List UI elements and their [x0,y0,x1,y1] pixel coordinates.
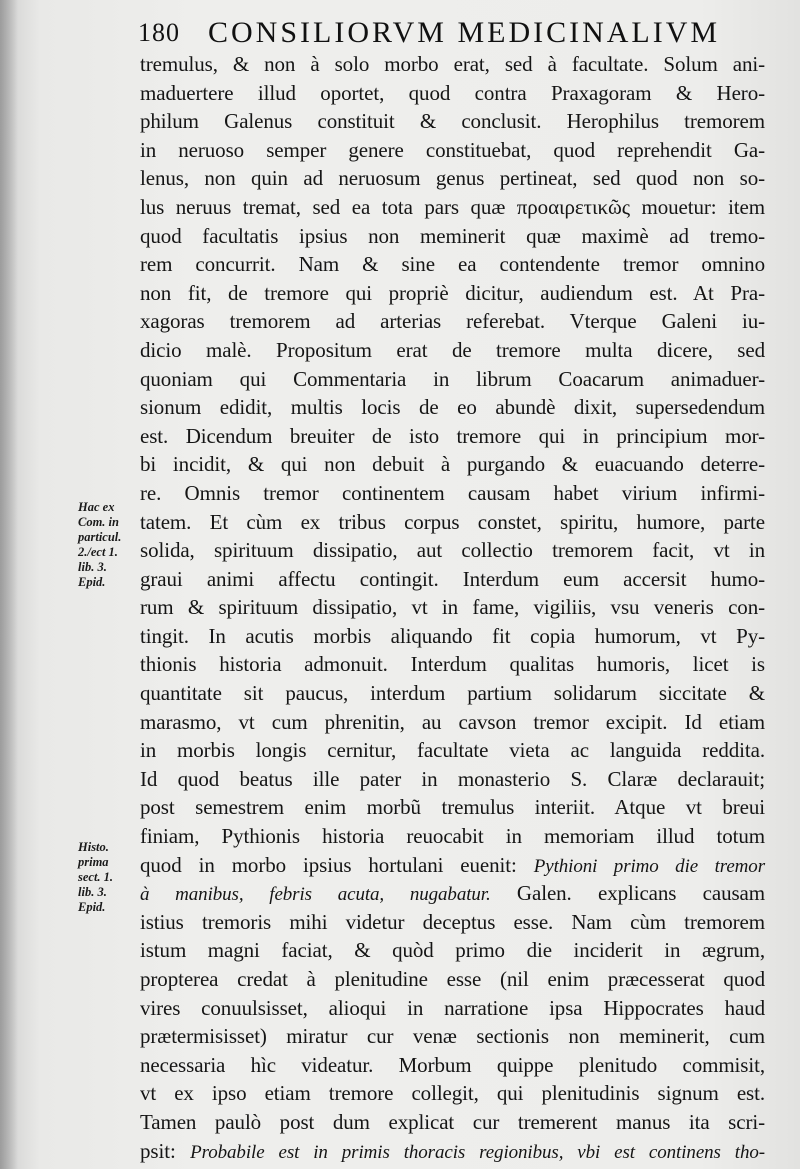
italic-quotation: à manibus, febris acuta, nugabatur. [140,884,491,906]
text-line [140,365,765,394]
text-run: Tamen paulò post dum explicat cur tremerent manus ita scri- [140,1109,765,1134]
text-line [140,1137,765,1166]
text-run: in morbis longis cernitur, facultate vieta ac languida reddita. [140,738,765,763]
marginal-note-line: particul. [78,530,122,544]
page-number: 180 [138,18,180,47]
marginal-note-line: Hac ex [78,500,115,514]
text-run: tingit. In acutis morbis aliquando fit copia humorum, vt Py- [140,623,765,648]
text-run: non fit, de tremore qui propriè dicitur, audiendum est. At Pra- [140,280,765,305]
text-run: vires conuulsisset, alioqui in narratione ipsa Hippocrates haud [140,995,765,1020]
marginal-note-line: lib. 3. [78,560,107,574]
text-run: tatem. Et cùm ex tribus corpus constet, spiritu, humore, parte [140,509,765,534]
text-line [140,965,765,994]
text-line [140,193,765,222]
marginal-note-2 [78,840,148,915]
text-run: solida, spirituum dissipatio, aut collectio tremorem facit, vt in [140,538,765,563]
text-line [140,765,765,794]
text-line [140,736,765,765]
text-run: re. Omnis tremor continentem causam habet virium infirmi- [140,480,765,505]
text-run: bi incidit, & qui non debuit à purgando & euacuando deterre- [140,452,765,477]
text-run: graui animi affectu contingit. Interdum eum accersit humo- [140,566,765,591]
text-run: lus neruus tremat, sed ea tota pars quæ προαιρετικῶς mouetur: item [140,194,765,219]
text-run: Id quod beatus ille pater in monasterio S. Claræ declarauit; [140,766,765,791]
page-header [138,14,778,54]
text-run: propterea credat à plenitudine esse (nil enim præcesserat quod [140,967,765,991]
text-line [140,422,765,451]
marginal-note-line: 2./ect 1. [78,545,118,559]
text-run: dicio malè. Propositum erat de tremore multa dicere, sed [140,337,765,362]
text-line [140,536,765,565]
text-line [140,250,765,279]
italic-quotation: Probabile est in primis thoracis regionibus, vbi est continens tho- [190,1141,766,1163]
text-run: philum Galenus constituit & conclusit. Herophilus tremorem [140,109,765,134]
text-run: istum magni faciat, & quòd primo die inciderit in ægrum, [140,938,765,963]
text-run: lenus, non quin ad neruosum genus pertineat, sed quod non so- [140,166,765,191]
text-line [140,107,765,136]
text-run: sionum edidit, multis locis de eo abundè dixit, supersedendum [140,395,765,420]
text-run: prætermisisset) miratur cur venæ sectionis non meminerit, cum [140,1024,765,1049]
text-line [140,879,765,908]
text-run: maduertere illud oportet, quod contra Praxagoram & Hero- [140,80,765,105]
text-line [140,164,765,193]
text-line [140,793,765,822]
text-run: est. Dicendum breuiter de isto tremore qui in principium mor- [140,423,765,448]
text-run: marasmo, vt cum phrenitin, au cavson tremor excipit. Id etiam [140,709,765,734]
text-line [140,336,765,365]
text-run: rum & spirituum dissipatio, vt in fame, vigiliis, vsu veneris con- [140,595,765,620]
gutter-shadow [0,0,18,1169]
text-run: post semestrem enim morbũ tremulus interiit. Atque vt breui [140,795,765,820]
marginal-note-line: sect. 1. [78,870,114,884]
text-line [140,79,765,108]
text-line [140,936,765,965]
running-title: CONSILIORVM MEDICINALIVM [208,16,721,49]
marginal-note-1 [78,500,148,590]
text-run: finiam, Pythionis historia reuocabit in memoriam illud totum [140,824,765,849]
text-line [140,136,765,165]
italic-quotation: Pythioni primo die tremor [533,855,765,877]
text-line [140,508,765,537]
text-line [140,994,765,1023]
marginal-note-line: Histo. [78,840,109,854]
text-line [140,822,765,851]
text-line [140,708,765,737]
text-line [140,679,765,708]
text-run: rem concurrit. Nam & sine ea contendente tremor omnino [140,252,765,277]
text-run: quantitate sit paucus, interdum partium solidarum siccitate & [140,681,765,706]
text-line [140,908,765,937]
text-line [140,1108,765,1137]
text-line [140,1022,765,1051]
text-line [140,479,765,508]
text-run: quod in morbo ipsius hortulani euenit: [140,852,534,877]
text-line [140,279,765,308]
text-run: istius tremoris mihi videtur deceptus esse. Nam cùm tremorem [140,909,765,934]
text-run: vt ex ipso etiam tremore collegit, qui plenitudinis signum est. [140,1081,765,1106]
marginal-note-line: Epid. [78,900,106,914]
marginal-note-line: Epid. [78,575,106,589]
text-run: xagoras tremorem ad arterias referebat. Vterque Galeni iu- [140,309,765,334]
text-line [140,222,765,251]
text-line [140,622,765,651]
text-line [140,307,765,336]
text-line [140,593,765,622]
text-line [140,565,765,594]
text-line [140,851,765,880]
text-run: necessaria hìc videatur. Morbum quippe plenitudo commisit, [140,1052,765,1077]
text-line [140,450,765,479]
body-text [140,50,765,1165]
text-run: tremulus, & non à solo morbo erat, sed à facultate. Solum ani- [140,52,765,76]
text-run: psit: [140,1138,191,1163]
text-run: quoniam qui Commentaria in librum Coacarum animaduer- [140,366,765,391]
marginal-note-line: Com. in [78,515,119,529]
text-line [140,50,765,79]
text-run: Galen. explicans causam [490,881,766,906]
text-line [140,393,765,422]
text-run: thionis historia admonuit. Interdum qualitas humoris, licet is [140,652,765,677]
text-run: in neruoso semper genere constituebat, quod reprehendit Ga- [140,137,765,162]
text-line [140,1051,765,1080]
marginal-note-line: prima [78,855,109,869]
text-line [140,650,765,679]
text-line [140,1079,765,1108]
marginal-note-line: lib. 3. [78,885,107,899]
text-run: quod facultatis ipsius non meminerit quæ maximè ad tremo- [140,223,765,248]
